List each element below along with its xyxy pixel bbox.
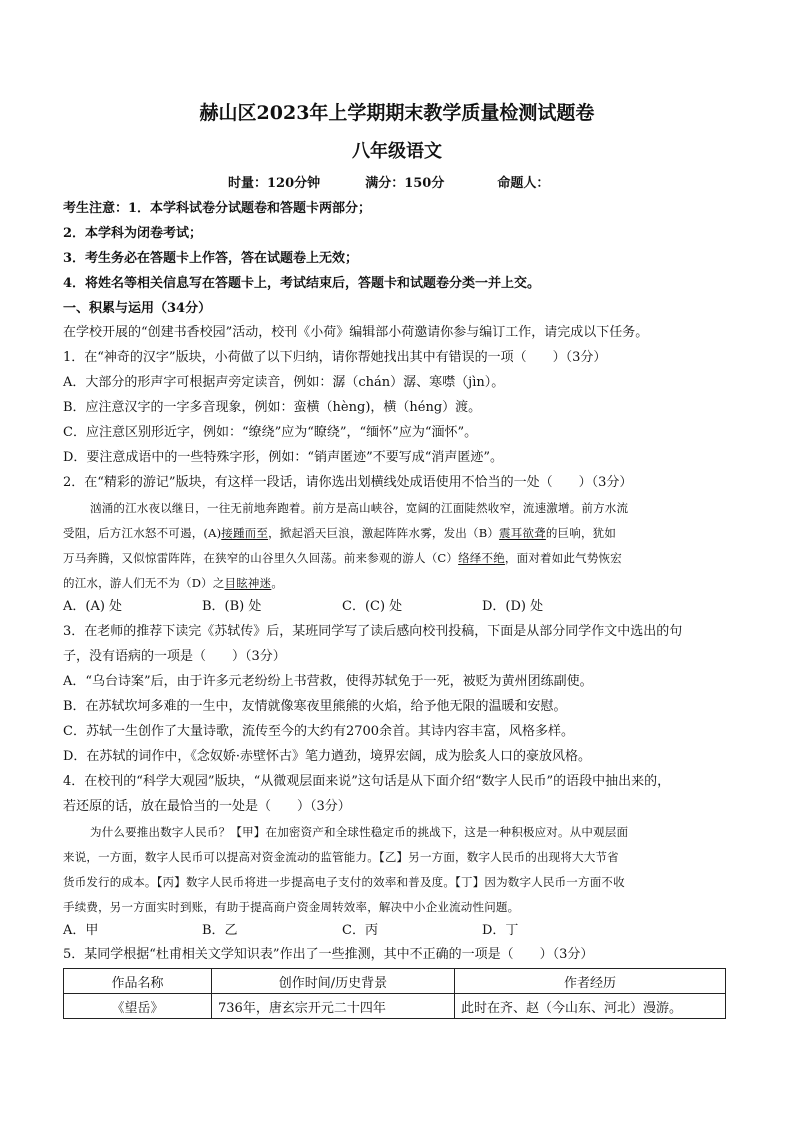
question-3-option-d: D．在苏轼的词作中，《念奴娇·赤壁怀古》笔力遒劲，境界宏阔，成为脍炙人口的豪放风格。	[63, 749, 592, 764]
table-cell: 736年，唐玄宗开元二十四年	[212, 994, 455, 1019]
question-5-stem: 5．某同学根据“杜甫相关文学知识表”作出了一些推测，其中不正确的一项是（ ）（3分）	[63, 947, 594, 962]
exam-meta	[228, 175, 549, 193]
notice-line: 考生注意：1．本学科试卷分试题卷和答题卡两部分；	[63, 201, 372, 216]
exam-score: 满分：150分	[365, 176, 445, 191]
passage-line: 为什么要推出数字人民币？【甲】在加密资产和全球性稳定币的挑战下，这是一种积极应对。从中观层面	[90, 825, 629, 839]
table-cell: 《望岳》	[64, 994, 212, 1019]
exam-title: 赫山区2023年上学期期末教学质量检测试题卷	[199, 102, 595, 124]
task-intro: 在学校开展的“创建书香校园”活动，校刊《小荷》编辑部小荷邀请你参与编订工作，请完成以下任务。	[63, 325, 649, 340]
table-header-cell: 创作时间/历史背景	[212, 969, 455, 994]
dufu-table	[63, 968, 726, 1019]
exam-time: 时量：120分钟	[228, 176, 321, 191]
passage-text: 的江水，游人们无不为（D）之	[63, 576, 225, 590]
table-cell: 此时在齐、赵（今山东、河北）漫游。	[455, 994, 726, 1019]
passage-line: 手续费，另一方面实时到账，有助于提高商户资金周转效率，解决中小企业流动性问题。	[63, 900, 520, 914]
idiom-b: 震耳欲聋	[499, 526, 546, 540]
question-1-option-c: C．应注意区别形近字，例如：“缭绕”应为“瞭绕”，“缅怀”应为“湎怀”。	[63, 425, 478, 440]
passage-line	[63, 524, 616, 542]
question-3-option-a: A．“乌台诗案”后，由于许多元老纷纷上书营救，使得苏轼免于一死，被贬为黄州团练副使。	[63, 674, 593, 689]
question-3-stem: 3．在老师的推荐下读完《苏轼传》后，某班同学写了读后感向校刊投稿，下面是从部分同学作文中选出的句	[63, 624, 683, 639]
passage-text: 万马奔腾，又似惊雷阵阵，在狭窄的山谷里久久回荡。前来参观的游人（C）	[63, 551, 459, 565]
passage-line	[63, 549, 622, 567]
notice-line: 4．将姓名等相关信息写在答题卡上，考试结束后，答题卡和试题卷分类一并上交。	[63, 276, 541, 291]
question-3-option-c: C．苏轼一生创作了大量诗歌，流传至今的大约有2700余首。其诗内容丰富，风格多样。	[63, 724, 575, 739]
question-2-option-b: B．(B) 处	[202, 599, 262, 614]
table-header-cell: 作品名称	[64, 969, 212, 994]
notice-line: 2．本学科为闭卷考试；	[63, 226, 203, 241]
passage-line: 汹涌的江水夜以继日，一往无前地奔跑着。前方是高山峡谷，宽阔的江面陡然收窄，流速激增。前方水流	[90, 501, 629, 515]
passage-line: 来说，一方面，数字人民币可以提高对资金流动的监管能力。【乙】另一方面，数字人民币的出现将大大节省	[63, 850, 619, 864]
question-2-option-c: C．(C) 处	[342, 599, 403, 614]
question-4-option-c: C．丙	[342, 923, 378, 938]
question-1-stem: 1．在“神奇的汉字”版块，小荷做了以下归纳，请你帮她找出其中有错误的一项（ ）（3分）	[63, 350, 607, 365]
question-1-option-b: B．应注意汉字的一字多音现象，例如：蛮横（hèng)，横（héng）渡。	[63, 400, 482, 415]
notice-line: 3．考生务必在答题卡上作答，答在试题卷上无效；	[63, 251, 359, 266]
idiom-c: 络绎不绝	[458, 551, 505, 565]
question-3-option-b: B．在苏轼坎坷多难的一生中，友情就像寒夜里熊熊的火焰，给予他无限的温暖和安慰。	[63, 699, 567, 714]
table-row	[64, 994, 726, 1019]
idiom-a: 接踵而至	[221, 526, 269, 540]
question-4-option-b: B．乙	[202, 923, 238, 938]
exam-subtitle: 八年级语文	[352, 141, 442, 162]
table-header-cell: 作者经历	[455, 969, 726, 994]
question-2-option-d: D．(D) 处	[482, 599, 544, 614]
section-heading: 一、积累与运用（34分）	[63, 301, 212, 316]
passage-line: 货币发行的成本。【丙】数字人民币将进一步提高电子支付的效率和普及度。【丁】因为数字人民币一方面不收	[63, 875, 625, 889]
question-4-option-d: D．丁	[482, 923, 519, 938]
passage-text: ，面对着如此气势恢宏	[504, 551, 622, 565]
question-4-option-a: A．甲	[63, 923, 99, 938]
table-header-row	[64, 969, 726, 994]
question-2-stem: 2．在“精彩的游记”版块，有这样一段话，请你选出划横线处成语使用不恰当的一处（ ）（3分）	[63, 475, 633, 490]
question-1-option-d: D．要注意成语中的一些特殊字形，例如：“销声匿迹”不要写成“消声匿迹”。	[63, 450, 504, 465]
question-4-stem: 4．在校刊的“科学大观园”版块，“从微观层面来说”这句话是从下面介绍“数字人民币”的语段中抽出来的，	[63, 774, 671, 789]
question-4-stem: 若还原的话，放在最恰当的一处是（ ）（3分）	[63, 799, 351, 814]
passage-line	[63, 574, 283, 592]
exam-author: 命题人：	[497, 176, 550, 191]
question-1-option-a: A．大部分的形声字可根据声旁定读音，例如：潺（chán）潺、寒噤（jìn）。	[63, 375, 505, 390]
passage-text: 。	[271, 576, 284, 590]
question-3-stem: 子，没有语病的一项是（ ）（3分）	[63, 649, 286, 664]
passage-text: 受阻，后方江水怒不可遏，(A)	[63, 526, 222, 540]
passage-text: 的巨响，犹如	[545, 526, 617, 540]
idiom-d: 目眩神迷	[224, 576, 272, 590]
passage-text: ，掀起滔天巨浪，激起阵阵水雾，发出（B）	[268, 526, 500, 540]
question-2-option-a: A．(A) 处	[63, 599, 123, 614]
